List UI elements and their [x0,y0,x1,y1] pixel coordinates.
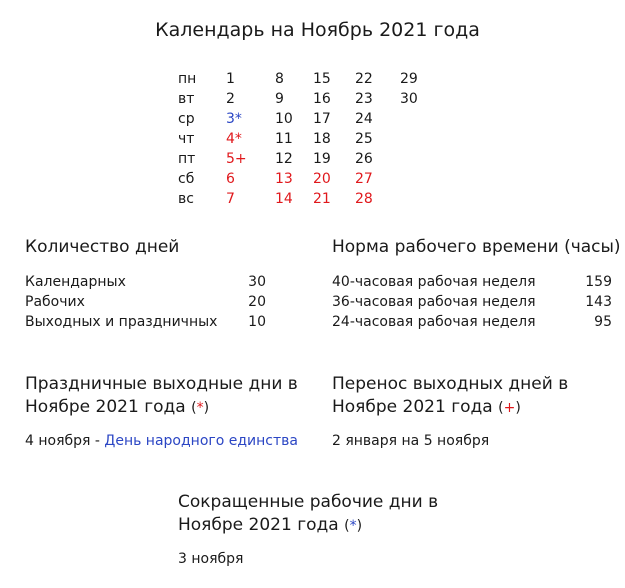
calendar-day: 3* [226,111,242,127]
work-norm-heading: Норма рабочего времени (часы) [332,237,621,257]
calendar-day: 21 [313,191,331,207]
transfer-text: 2 января на 5 ноября [332,433,490,449]
calendar-day: 5+ [226,151,247,167]
short-days-heading-line2 [178,514,362,538]
short-days-text: 3 ноября [178,551,244,567]
weekday-label: вт [178,91,195,107]
calendar-day: 17 [313,111,331,127]
calendar-day: 9 [275,91,284,107]
day-count-label: Выходных и праздничных [25,314,218,330]
work-norm-value: 143 [585,294,612,310]
day-count-label: Рабочих [25,294,85,310]
work-norm-label: 24-часовая рабочая неделя [332,314,536,330]
short-days-heading-text: Ноябре 2021 года [178,515,339,535]
calendar-day: 7 [226,191,235,207]
page-title: Календарь на Ноябрь 2021 года [155,19,480,41]
weekday-label: чт [178,131,195,147]
calendar-day: 4* [226,131,242,147]
calendar-day: 16 [313,91,331,107]
holidays-heading-text: Ноябре 2021 года [25,397,186,417]
calendar-day: 6 [226,171,235,187]
calendar-day: 26 [355,151,373,167]
calendar-day: 24 [355,111,373,127]
weekday-label: ср [178,111,195,127]
calendar-day: 10 [275,111,293,127]
calendar-day: 14 [275,191,293,207]
calendar-day: 27 [355,171,373,187]
holidays-heading-line2 [25,396,209,420]
calendar-day: 1 [226,71,235,87]
calendar-day: 11 [275,131,293,147]
calendar-day: 25 [355,131,373,147]
short-days-heading-line1: Сокращенные рабочие дни в [178,492,439,512]
weekday-label: пн [178,71,197,87]
calendar-day: 15 [313,71,331,87]
work-norm-value: 159 [585,274,612,290]
calendar-day: 29 [400,71,418,87]
holidays-marker: (*) [191,400,210,416]
day-count-value: 30 [248,274,266,290]
work-norm-label: 36-часовая рабочая неделя [332,294,536,310]
holiday-date: 4 ноября [25,433,91,449]
short-days-marker: (*) [344,518,363,534]
calendar-day: 12 [275,151,293,167]
weekday-label: вс [178,191,194,207]
calendar-grid [0,0,625,215]
transfer-marker: (+) [498,400,521,416]
calendar-day: 20 [313,171,331,187]
calendar-day: 22 [355,71,373,87]
calendar-day: 2 [226,91,235,107]
weekday-label: пт [178,151,196,167]
calendar-day: 28 [355,191,373,207]
calendar-day: 18 [313,131,331,147]
day-count-label: Календарных [25,274,126,290]
day-count-heading: Количество дней [25,237,180,257]
calendar-day: 23 [355,91,373,107]
transfer-heading-line2 [332,396,521,420]
weekday-label: сб [178,171,195,187]
calendar-day: 13 [275,171,293,187]
calendar-day: 8 [275,71,284,87]
transfer-heading-line1: Перенос выходных дней в [332,374,569,394]
transfer-heading-text: Ноябре 2021 года [332,397,493,417]
holiday-entry [25,432,298,450]
holiday-name-link[interactable]: День народного единства [104,433,298,449]
calendar-day: 30 [400,91,418,107]
work-norm-label: 40-часовая рабочая неделя [332,274,536,290]
holiday-separator: - [90,433,105,449]
work-norm-value: 95 [594,314,612,330]
calendar-day: 19 [313,151,331,167]
day-count-value: 20 [248,294,266,310]
day-count-value: 10 [248,314,266,330]
holidays-heading-line1: Праздничные выходные дни в [25,374,298,394]
